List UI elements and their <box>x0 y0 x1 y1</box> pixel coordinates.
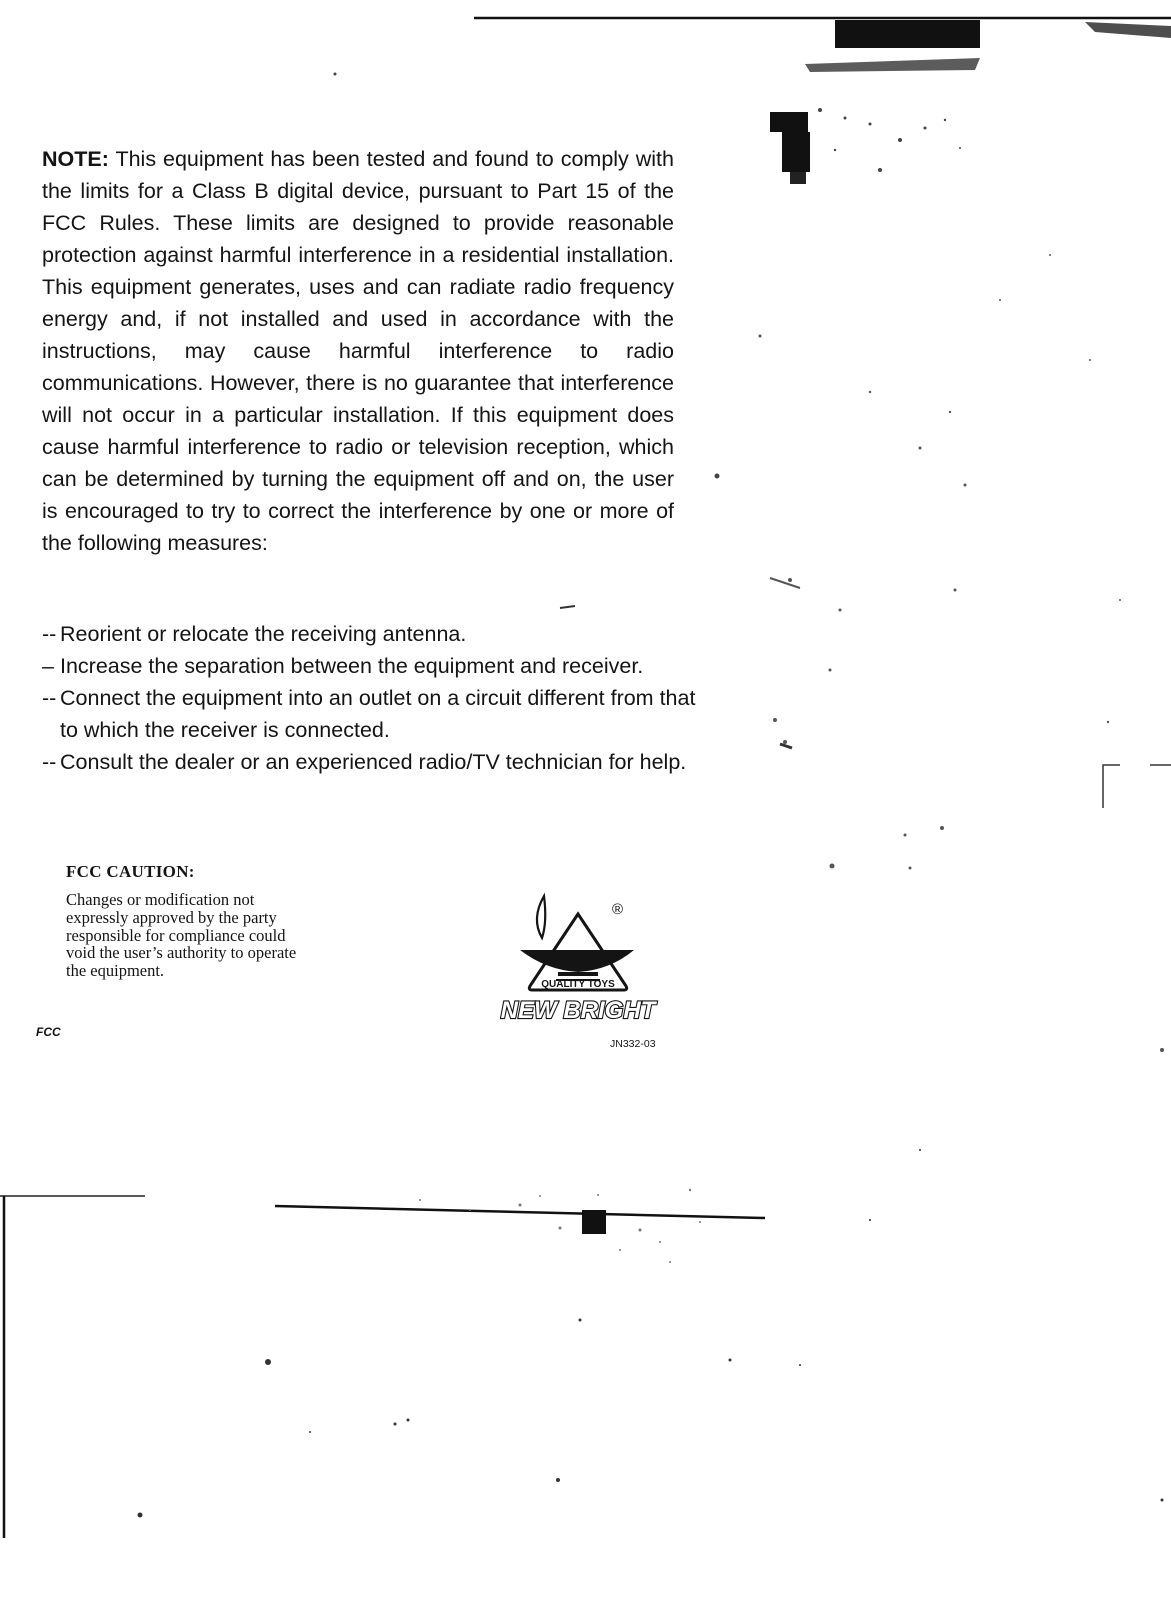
part-number: JN332-03 <box>610 1038 656 1050</box>
logo-brand-text: NEW BRIGHT <box>500 997 656 1024</box>
new-bright-logo <box>500 890 680 1040</box>
list-dash: -- <box>42 686 57 710</box>
bowl-icon <box>520 950 634 972</box>
measure-text: Connect the equipment into an outlet on a circuit different from that to which the receiver is connected. <box>60 686 696 742</box>
note-text: This equipment has been tested and found to comply with the limits for a Class B digital device, pursuant to Part 15 of the FCC Rules. These limits are designed to provide reasonable protection against harmful interference in a residential installation. This equipment generates, uses and can radiate radio frequency energy and, if not installed and used in accordance with the instructions, may cause harmful interference to radio communications. However, there is no guarantee that interference will not occur in a particular installation. If this equipment does cause harmful interference to radio or television reception, which can be determined by turning the equipment off and on, the user is encouraged to try to correct the interference by one or more of the following measures: <box>42 147 674 555</box>
fcc-note-paragraph <box>42 143 674 559</box>
fcc-footer-tag: FCC <box>36 1025 61 1039</box>
measures-list <box>42 618 702 778</box>
registered-mark: ® <box>612 901 624 918</box>
list-item <box>42 682 702 746</box>
measure-text: Reorient or relocate the receiving antenna. <box>60 622 467 646</box>
fcc-caution-title: FCC CAUTION: <box>66 862 195 881</box>
flame-icon <box>537 896 545 938</box>
list-item <box>42 618 702 650</box>
logo-badge-text: QUALITY TOYS <box>541 979 615 990</box>
fcc-caution-body: Changes or modification not expressly approved by the party responsible for compliance could void the user’s authority to operate the equipment. <box>66 890 297 981</box>
list-dash: -- <box>42 750 57 774</box>
note-label: NOTE: <box>42 147 109 171</box>
list-item <box>42 746 702 778</box>
list-item <box>42 650 702 682</box>
list-dash: -- <box>42 622 57 646</box>
measure-text: Consult the dealer or an experienced radio/TV technician for help. <box>60 750 687 774</box>
measure-text: Increase the separation between the equipment and receiver. <box>60 654 644 678</box>
list-dash: – <box>42 654 54 678</box>
